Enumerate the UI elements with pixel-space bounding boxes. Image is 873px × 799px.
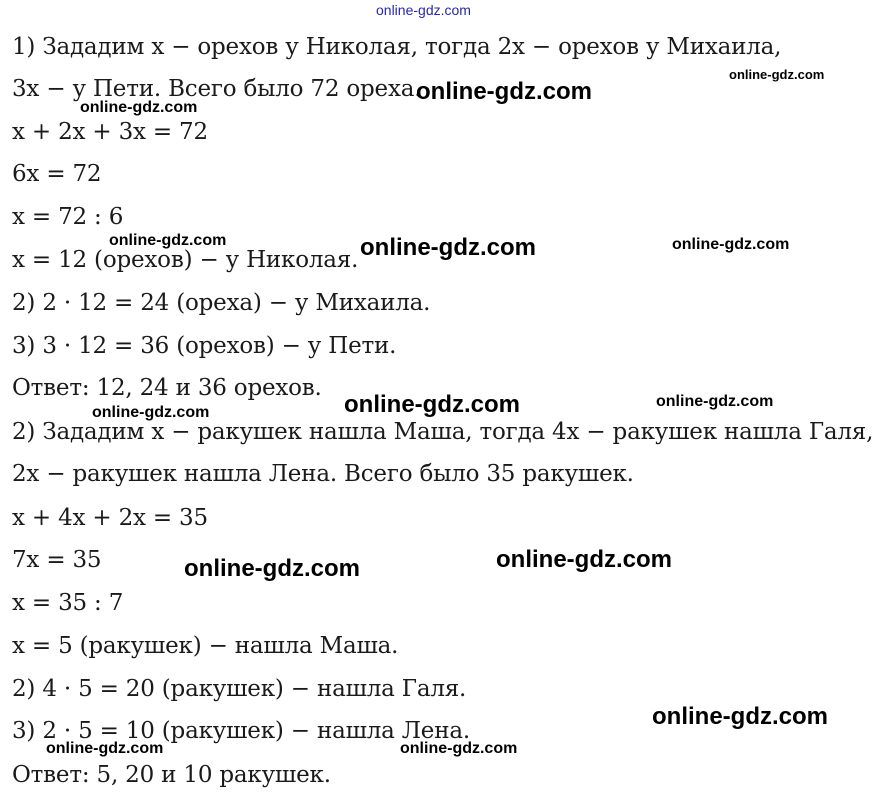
- text-line-13: 7x = 35: [12, 547, 102, 573]
- watermark: online-gdz.com: [92, 404, 210, 421]
- watermark: online-gdz.com: [109, 232, 227, 249]
- text-line-17: 3) 2 · 5 = 10 (ракушек) − нашла Лена.: [12, 718, 470, 744]
- text-line-16: 2) 4 · 5 = 20 (ракушек) − нашла Галя.: [12, 676, 467, 702]
- text-line-11: 2x − ракушек нашла Лена. Всего было 35 ракушек.: [12, 461, 634, 487]
- watermark: online-gdz.com: [360, 234, 536, 261]
- watermark: online-gdz.com: [184, 555, 360, 582]
- text-line-7: 2) 2 · 12 = 24 (ореха) − у Михаила.: [12, 290, 431, 316]
- watermark: online-gdz.com: [496, 546, 672, 573]
- watermark: online-gdz.com: [80, 99, 198, 116]
- text-line-3: x + 2x + 3x = 72: [12, 119, 208, 145]
- text-line-14: x = 35 : 7: [12, 590, 124, 616]
- watermark: online-gdz.com: [416, 78, 592, 105]
- text-line-2: 3x − у Пети. Всего было 72 ореха.: [12, 76, 422, 102]
- text-line-15: x = 5 (ракушек) − нашла Маша.: [12, 633, 399, 659]
- text-line-12: x + 4x + 2x = 35: [12, 505, 208, 531]
- watermark: online-gdz.com: [400, 740, 518, 757]
- text-line-4: 6x = 72: [12, 161, 102, 187]
- text-line-10: 2) Зададим x − ракушек нашла Маша, тогда 4x − ракушек нашла Галя,: [12, 419, 873, 445]
- watermark: online-gdz.com: [46, 740, 164, 757]
- watermark: online-gdz.com: [652, 703, 828, 730]
- watermark: online-gdz.com: [344, 391, 520, 418]
- watermark: online-gdz.com: [656, 393, 774, 410]
- text-line-8: 3) 3 · 12 = 36 (орехов) − у Пети.: [12, 333, 397, 359]
- watermark: online-gdz.com: [672, 236, 790, 253]
- text-line-5: x = 72 : 6: [12, 204, 124, 230]
- text-line-1: 1) Зададим x − орехов у Николая, тогда 2x − орехов у Михаила,: [12, 34, 782, 60]
- watermark: online-gdz.com: [729, 67, 825, 82]
- answer-line-1: Ответ: 12, 24 и 36 орехов.: [12, 375, 322, 401]
- text-line-6: x = 12 (орехов) − у Николая.: [12, 247, 359, 273]
- answer-line-2: Ответ: 5, 20 и 10 ракушек.: [12, 762, 331, 788]
- header-watermark: online-gdz.com: [376, 2, 471, 18]
